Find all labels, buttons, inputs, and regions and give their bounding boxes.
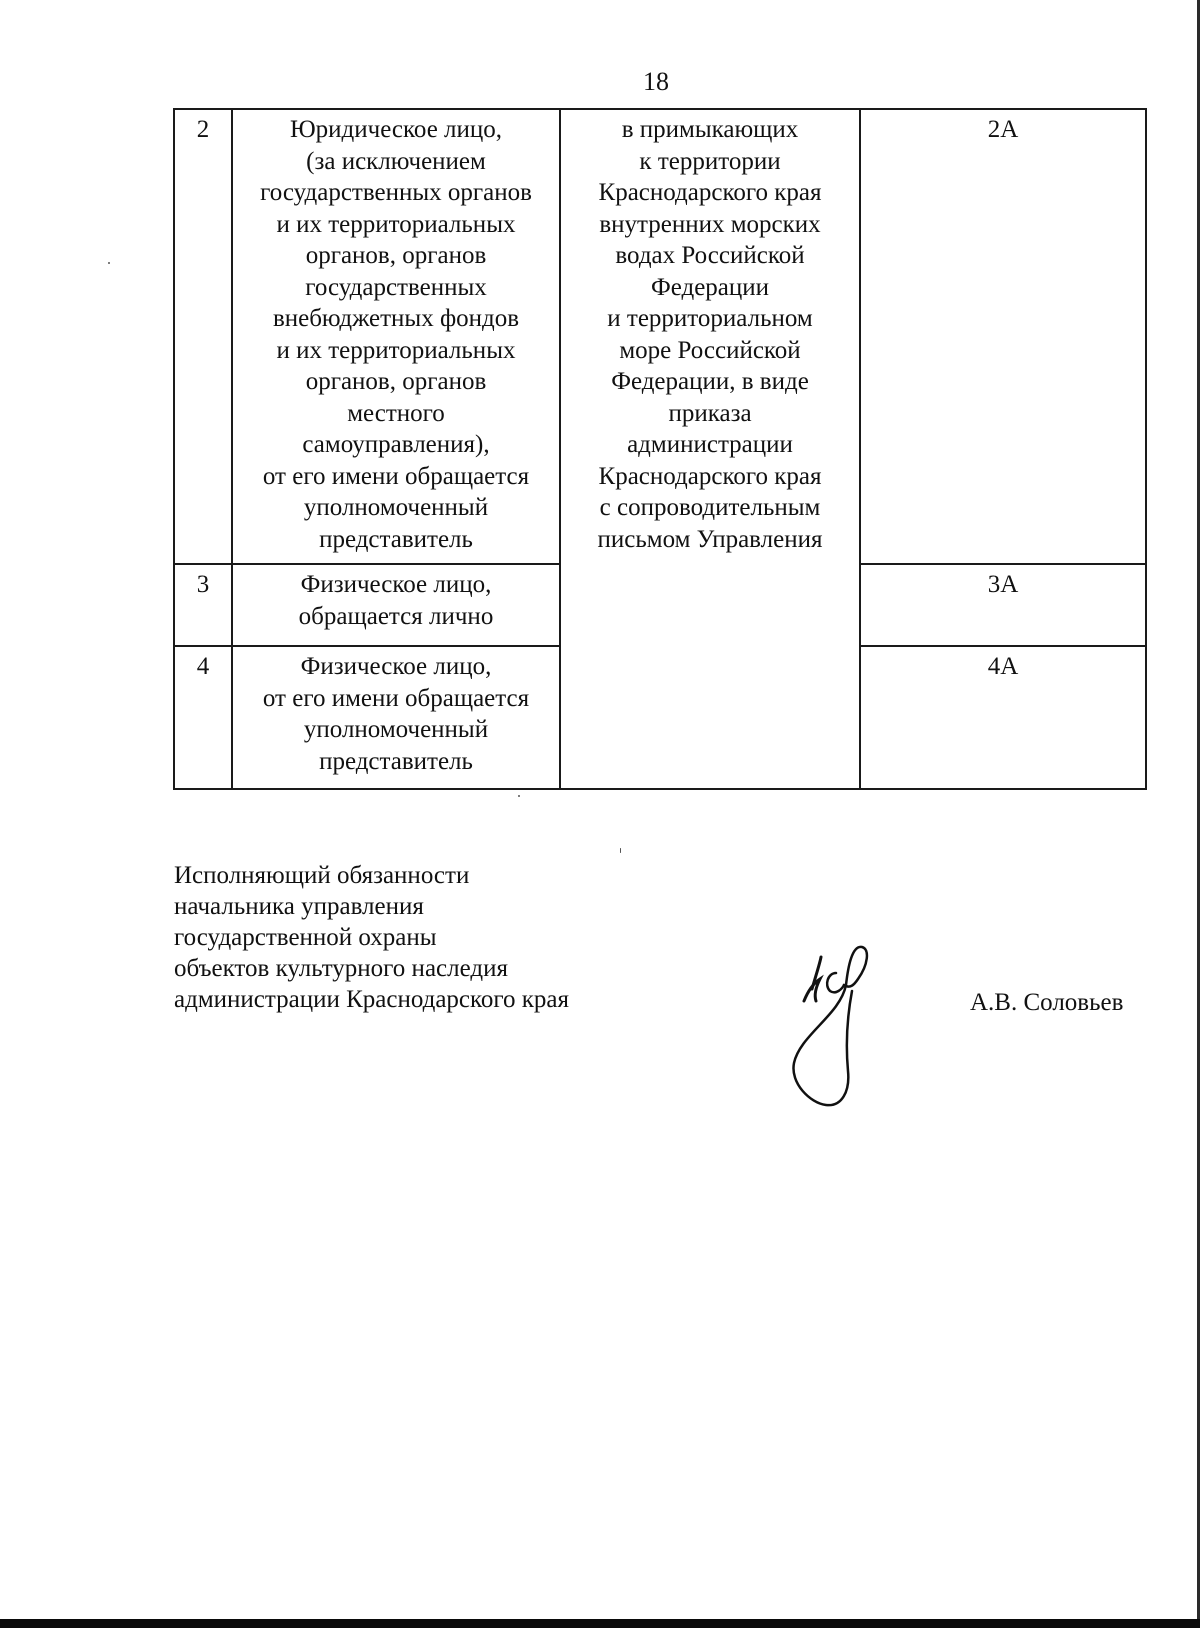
result-form-cell	[560, 109, 860, 789]
applicant-cell	[232, 109, 560, 564]
applicant-line: государственных	[305, 273, 487, 301]
result-form-line: администрации	[627, 431, 793, 458]
applicant-line: и их территориальных	[276, 210, 516, 238]
applicant-line: уполномоченный	[303, 716, 489, 743]
applicant-line: государственных органов	[260, 179, 532, 206]
applicant-line: внебюджетных фондов	[272, 305, 520, 332]
applicant-line: уполномоченный	[303, 494, 489, 521]
scan-speck	[620, 848, 621, 853]
applicant-line: обращается лично	[298, 602, 494, 630]
applicant-line: местного	[347, 399, 445, 427]
variant-code: 2А	[987, 116, 1019, 143]
result-form-line: внутренних морских	[599, 210, 821, 238]
applicant-line: Юридическое лицо,	[289, 116, 503, 143]
variant-code: 3А	[987, 571, 1019, 598]
result-form-line: Краснодарского края	[598, 179, 822, 206]
signatory-name: А.В. Соловьев	[970, 989, 1124, 1016]
code-cell	[860, 646, 1146, 789]
signatory-position	[174, 860, 569, 1015]
scan-speck	[108, 262, 110, 264]
applicant-line: органов, органов	[305, 242, 487, 269]
code-cell	[860, 564, 1146, 646]
result-form-line: Краснодарского края	[598, 462, 822, 490]
applicant-cell	[232, 564, 560, 646]
row-number: 4	[196, 653, 210, 680]
variant-code: 4А	[987, 653, 1019, 680]
applicant-line: Физическое лицо,	[300, 653, 492, 680]
services-table	[173, 108, 1147, 790]
applicant-line: и их территориальных	[276, 336, 516, 364]
table-row	[174, 109, 1146, 564]
result-form-line: водах Российской	[615, 242, 805, 269]
applicant-line: представитель	[319, 525, 473, 553]
applicant-line: самоуправления),	[302, 431, 490, 458]
applicant-line: органов, органов	[305, 368, 487, 395]
position-line: Исполняющий обязанности	[174, 862, 470, 889]
result-form-line: Федерации	[650, 273, 770, 301]
applicant-line: Физическое лицо,	[300, 571, 492, 598]
applicant-line: от его имени обращается	[262, 462, 530, 490]
result-form-line: приказа	[668, 399, 752, 427]
result-form-line: Федерации, в виде	[611, 368, 809, 395]
result-form-line: в примыкающих	[621, 116, 799, 143]
result-form-line: и территориальном	[607, 305, 813, 332]
row-number: 2	[196, 116, 210, 143]
row-number-cell	[174, 646, 232, 789]
result-form-line: к территории	[639, 147, 781, 175]
position-line: объектов культурного наследия	[174, 955, 508, 982]
position-line: начальника управления	[174, 893, 424, 920]
handwritten-signature	[790, 945, 900, 1110]
page-number: 18	[643, 67, 669, 96]
scan-bottom-bar	[0, 1619, 1200, 1628]
position-line: государственной охраны	[174, 924, 437, 951]
position-line: администрации Краснодарского края	[174, 986, 570, 1013]
applicant-line: (за исключением	[306, 147, 486, 175]
result-form-line: письмом Управления	[597, 525, 823, 553]
result-form-line: с сопроводительным	[599, 494, 821, 521]
row-number: 3	[196, 571, 210, 598]
applicant-line: представитель	[319, 747, 473, 775]
code-cell	[860, 109, 1146, 564]
applicant-line: от его имени обращается	[262, 684, 530, 712]
row-number-cell	[174, 109, 232, 564]
applicant-cell	[232, 646, 560, 789]
scan-speck	[518, 795, 520, 797]
row-number-cell	[174, 564, 232, 646]
result-form-line: море Российской	[619, 336, 801, 364]
